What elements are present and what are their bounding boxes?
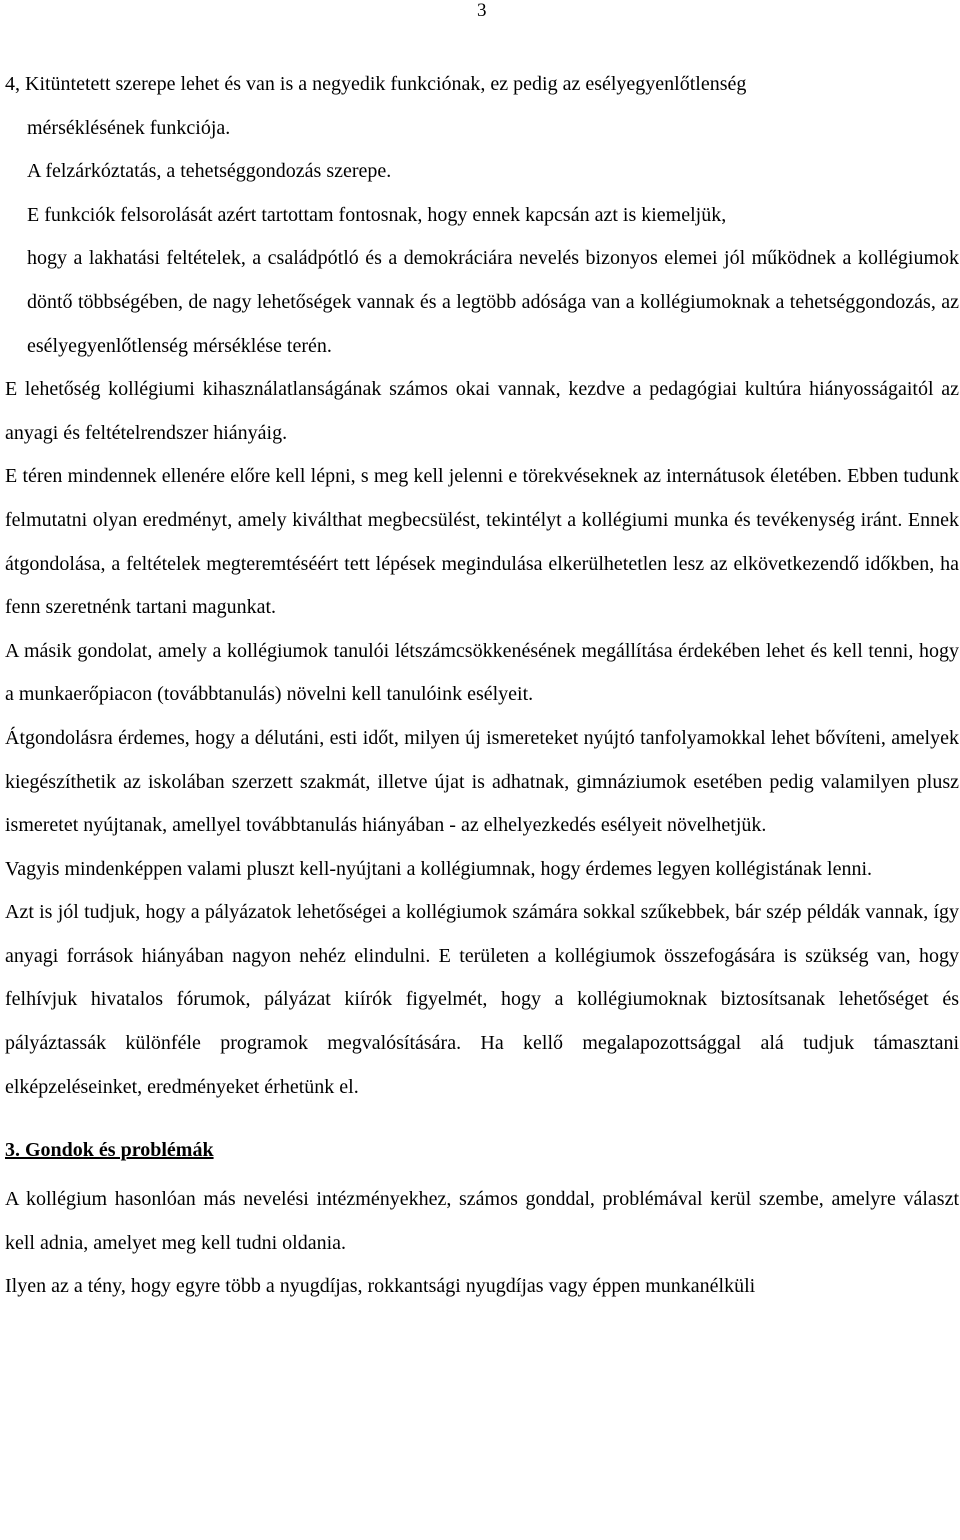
paragraph-other-thought: A másik gondolat, amely a kollégiumok tanulói létszámcsökkenésének megállítása érdekében lehet és kell tenni, hogy a munkaerőpiacon (továbbtanulás) növelni kell tanulóink esélyeit.	[5, 639, 959, 706]
paragraph-functions-rest: hogy a lakhatási feltételek, a családpótló és a demokráciára nevelés bizonyos elemei jól működnek a kollégiumok döntő többségében, de nagy lehetőségek vannak és a legtöbb adósága van a kollégiumoknak a tehetséggondozás, az esélyegyenlőtlenség mérséklése terén.	[27, 247, 959, 357]
paragraph-talent-role: A felzárkóztatás, a tehetséggondozás szerepe.	[27, 160, 392, 183]
paragraph-problems: A kollégium hasonlóan más nevelési intézményekhez, számos gonddal, problémával kerül szembe, amelyre választ kell adnia, amelyet meg kell tudni oldania.	[5, 1188, 959, 1254]
paragraph-pensioners: Ilyen az a tény, hogy egyre több a nyugdíjas, rokkantsági nyugdíjas vagy éppen munkanélküli	[5, 1275, 756, 1298]
document-body	[5, 63, 959, 1309]
paragraph-rethinking: Átgondolásra érdemes, hogy a délutáni, esti időt, milyen új ismereteket nyújtó tanfolyamokkal lehet bővíteni, amelyek kiegészíthetik az iskolában szerzett szakmát, illetve újat is adhatnak, gimnáziumok esetében pedig valamilyen plusz ismeretet nyújtanak, amellyel továbbtanulás hiányában - az elhelyezkedés esélyeit növelhetjük.	[5, 726, 959, 837]
paragraph-grants: Azt is jól tudjuk, hogy a pályázatok lehetőségei a kollégiumok számára sokkal szűkebbek, bár szép példák vannak, így anyagi források hiányában nagyon nehéz elindulni. E területen a kollégiumok összefogására is szükség van, hogy felhívjuk hivatalos fórumok, pályázat kiírók figyelmét, hogy a kollégiumoknak biztosítsanak lehetőséget és pályáztassák különféle programok megvalósítására. Ha kellő megalapozottsággal alá tudjuk támasztani elképzeléseinket, eredményeket érhetünk el.	[5, 901, 959, 1098]
page-number: 3	[477, 0, 487, 21]
paragraph-opportunity: E lehetőség kollégiumi kihasználatlanságának számos okai vannak, kezdve a pedagógiai kultúra hiányosságaitól az anyagi és feltételrendszer hiányáig.	[5, 378, 959, 444]
paragraph-plus-value: Vagyis mindenképpen valami pluszt kell-nyújtani a kollégiumnak, hogy érdemes legyen kollégistának lenni.	[5, 857, 873, 880]
paragraph-functions-line1: E funkciók felsorolását azért tartottam fontosnak, hogy ennek kapcsán azt is kiemeljük,	[27, 203, 727, 226]
paragraph-item-4-line1: 4, Kitüntetett szerepe lehet és van is a negyedik funkciónak, ez pedig az esélyegyenlőtlenség	[5, 73, 747, 95]
section-heading: 3. Gondok és problémák	[5, 1139, 214, 1162]
paragraph-progress: E téren mindennek ellenére előre kell lépni, s meg kell jelenni e törekvéseknek az internátusok életében. Ebben tudunk felmutatni olyan eredményt, amely kiválthat megbecsülést, tekintélyt a kollégiumi munka és tevékenység iránt. Ennek átgondolása, a feltételek megteremtéséért tett lépések megindulása elkerülhetetlen lesz az elkövetkezendő időkben, ha fenn szeretnénk tartani magunkat.	[5, 465, 959, 619]
paragraph-item-4-line2: mérséklésének funkciója.	[27, 116, 231, 139]
